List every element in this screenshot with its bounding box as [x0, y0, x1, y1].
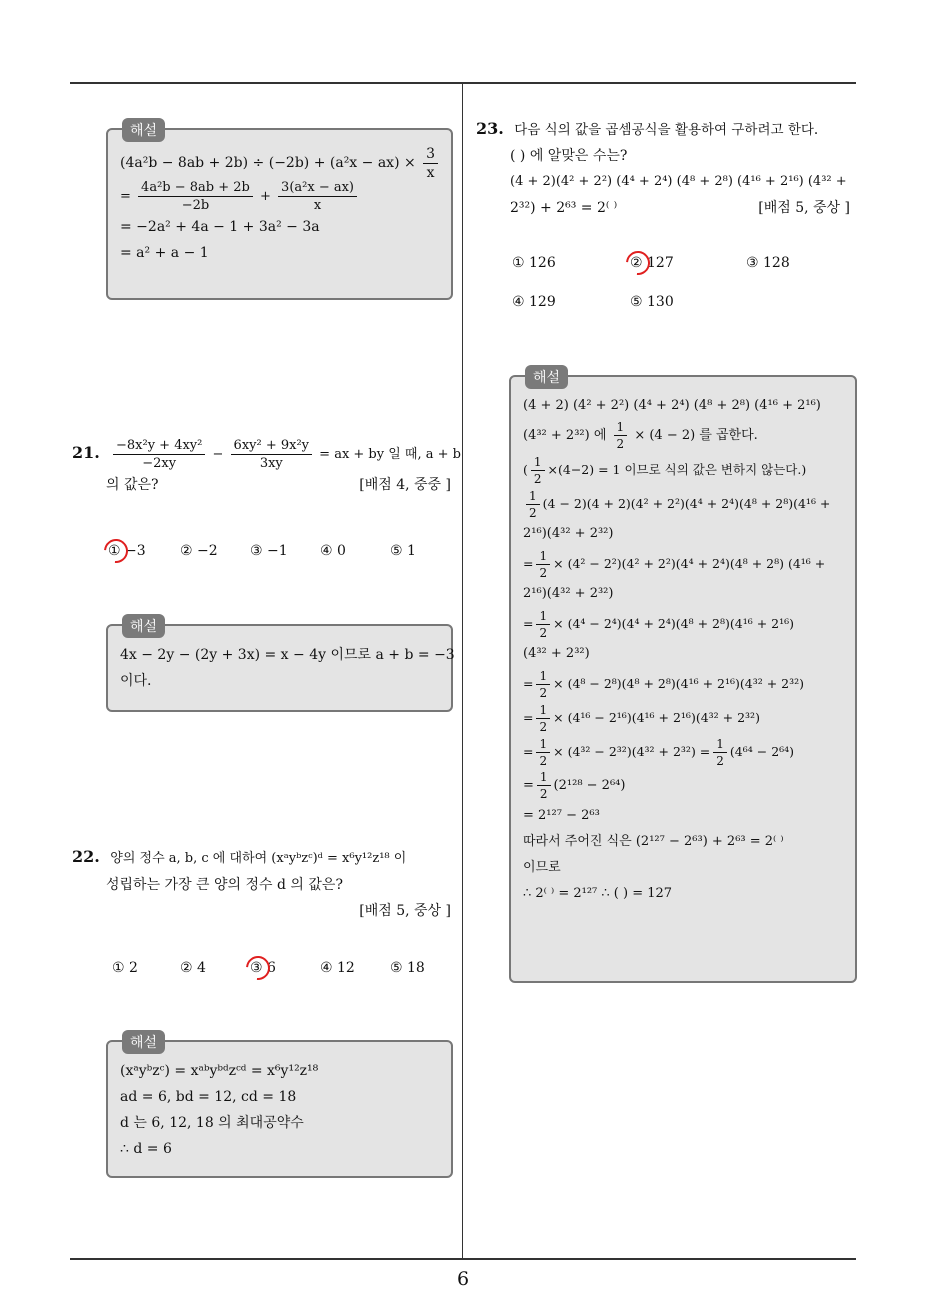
fraction: $\frac{1}{2}$ [614, 421, 628, 450]
solution-line: = 2¹²⁷ − 2⁶³ [523, 808, 600, 823]
question-line: 2³²) + 2⁶³ = 2⁽ ⁾ [배점 5, 중상 ] [476, 195, 860, 221]
answer-mark-circle [621, 246, 655, 280]
question-line: ( ) 에 알맞은 수는? [510, 148, 628, 164]
solution-line: (4³² + 2³²) 에 $\frac{1}{2}$ × (4 − 2) 를 곱한다. [523, 420, 758, 451]
points-label: [배점 4, 중중 ] [359, 477, 451, 493]
fraction: $\frac{1}{2}$ [536, 670, 550, 699]
choice-3[interactable]: ③ 128 [746, 255, 790, 271]
solution-line: (4³² + 2³²) [523, 646, 590, 661]
question-21 [72, 436, 461, 498]
question-number: 22. [72, 847, 100, 866]
question-line: 23. 다음 식의 값을 곱셈공식을 활용하여 구하려고 한다. [476, 119, 819, 138]
fraction: $\frac{\text{3(a²x − ax)}}{x}$ [278, 181, 357, 212]
solution-line: ( $\frac{1}{2}$ ×(4−2) = 1 이므로 식의 값은 변하지 않는다.) [523, 455, 807, 486]
column-divider [462, 84, 463, 1258]
choice-4[interactable]: ④ 129 [512, 294, 556, 310]
solution-line: ad = 6, bd = 12, cd = 18 [120, 1089, 297, 1105]
points-label: [배점 5, 중상 ] [359, 903, 451, 919]
solution-box-22 [106, 1035, 453, 1178]
solution-line: 2¹⁶)(4³² + 2³²) [523, 526, 614, 541]
solution-line: = $\frac{1}{2}$ × (4¹⁶ − 2¹⁶)(4¹⁶ + 2¹⁶)(4³² + 2³²) [523, 703, 760, 734]
question-number: 23. [476, 119, 504, 138]
choice-2[interactable]: ② −2 [180, 543, 218, 559]
choice-2[interactable]: ② 127 [630, 255, 674, 271]
solution-line: 이므로 [523, 860, 561, 875]
bottom-rule [70, 1258, 856, 1260]
fraction: $\frac{\text{6xy² + 9x²y}}{3xy}$ [231, 439, 312, 470]
fraction: $\frac{1}{2}$ [536, 738, 550, 767]
solution-line: 따라서 주어진 식은 (2¹²⁷ − 2⁶³) + 2⁶³ = 2⁽ ⁾ [523, 834, 784, 849]
solution-box-21 [106, 619, 455, 712]
solution-line: (4 + 2) (4² + 2²) (4⁴ + 2⁴) (4⁸ + 2⁸) (4¹⁶ + 2¹⁶) [523, 398, 821, 413]
expr: (4a²b − 8ab + 2b) ÷ (−2b) + (a²x − ax) × [120, 155, 416, 171]
solution-line: = $\frac{1}{2}$ × (4⁴ − 2⁴)(4⁴ + 2⁴)(4⁸ + 2⁸)(4¹⁶ + 2¹⁶) [523, 609, 795, 640]
solution-box-23 [509, 370, 857, 983]
choice-2[interactable]: ② 4 [180, 960, 206, 976]
question-line: 22. 양의 정수 a, b, c 에 대하여 (xᵃyᵇzᶜ)ᵈ = x⁶y¹²z¹⁸ 이 [72, 847, 407, 866]
solution-tag: 해설 [525, 365, 568, 389]
solution-line: d 는 6, 12, 18 의 최대공약수 [120, 1115, 304, 1131]
question-line: 21. $\frac{\text{−8x²y + 4xy²}}{-2xy}$ − $\frac{\text{6xy² + 9x²y}}{3xy}$ = ax + by 일 때, a + b [72, 438, 461, 471]
choice-1[interactable]: ① 2 [112, 960, 138, 976]
fraction: $\frac{1}{2}$ [531, 456, 545, 485]
fraction: $\frac{1}{2}$ [536, 704, 550, 733]
solution-line: = $\frac{1}{2}$ × (4² − 2²)(4² + 2²)(4⁴ + 2⁴)(4⁸ + 2⁸) (4¹⁶ + [523, 549, 826, 580]
choice-4[interactable]: ④ 12 [320, 960, 355, 976]
question-23 [476, 116, 860, 221]
question-line: (4 + 2)(4² + 2²) (4⁴ + 2⁴) (4⁸ + 2⁸) (4¹⁶ + 2¹⁶) (4³² + [510, 174, 847, 189]
choice-1[interactable]: ① 126 [512, 255, 556, 271]
fraction: $\frac{\text{−8x²y + 4xy²}}{-2xy}$ [113, 439, 205, 470]
solution-line: = $\frac{1}{2}$ × (4³² − 2³²)(4³² + 2³²) = $\frac{1}{2}$ (4⁶⁴ − 2⁶⁴) [523, 737, 795, 768]
solution-line: = a² + a − 1 [120, 245, 209, 261]
question-line: 의 값은? [배점 4, 중중 ] [72, 472, 457, 498]
solution-tag: 해설 [122, 118, 165, 142]
fraction: $\frac{1}{2}$ [536, 610, 550, 639]
solution-line: = $\frac{1}{2}$ (2¹²⁸ − 2⁶⁴) [523, 770, 626, 801]
solution-line: 4x − 2y − (2y + 3x) = x − 4y 이므로 a + b = −3 [120, 647, 455, 663]
choice-5[interactable]: ⑤ 18 [390, 960, 425, 976]
solution-line: ∴ d = 6 [120, 1141, 172, 1157]
choice-1[interactable]: ① −3 [108, 543, 146, 559]
fraction: $\frac{1}{2}$ [713, 738, 727, 767]
choice-3[interactable]: ③ −1 [250, 543, 288, 559]
choice-4[interactable]: ④ 0 [320, 543, 346, 559]
fraction: $\frac{1}{2}$ [526, 490, 540, 519]
choice-5[interactable]: ⑤ 130 [630, 294, 674, 310]
solution-line: 이다. [120, 673, 152, 689]
solution-box-20 [106, 123, 453, 300]
fraction: $\frac{1}{2}$ [537, 771, 551, 800]
question-line: 성립하는 가장 큰 양의 정수 d 의 값은? [106, 877, 343, 893]
solution-line: ∴ 2⁽ ⁾ = 2¹²⁷ ∴ ( ) = 127 [523, 886, 673, 901]
question-22 [72, 844, 457, 924]
answer-mark-circle [241, 951, 275, 985]
solution-tag: 해설 [122, 1030, 165, 1054]
solution-tag: 해설 [122, 614, 165, 638]
question-number: 21. [72, 443, 100, 462]
fraction: $\frac{1}{2}$ [536, 550, 550, 579]
solution-line: = $\frac{1}{2}$ × (4⁸ − 2⁸)(4⁸ + 2⁸)(4¹⁶ + 2¹⁶)(4³² + 2³²) [523, 669, 805, 700]
solution-line: 2¹⁶)(4³² + 2³²) [523, 586, 614, 601]
fraction: $\frac{3}{x}$ [423, 147, 438, 180]
solution-line: = −2a² + 4a − 1 + 3a² − 3a [120, 219, 320, 235]
solution-line: $\frac{1}{2}$ (4 − 2)(4 + 2)(4² + 2²)(4⁴ + 2⁴)(4⁸ + 2⁸)(4¹⁶ + [523, 487, 849, 521]
solution-line: (xᵃyᵇzᶜ) = xᵃᵇyᵇᵈzᶜᵈ = x⁶y¹²z¹⁸ [120, 1063, 319, 1079]
points-label: [배점 5, 중상 ] [758, 200, 850, 216]
page-number: 6 [456, 1268, 470, 1290]
solution-line: = $\frac{\text{4a²b − 8ab + 2b}}{-2b}$ + $\frac{\text{3(a²x − ax)}}{x}$ [120, 180, 439, 214]
answer-mark-circle [99, 534, 133, 568]
choice-5[interactable]: ⑤ 1 [390, 543, 416, 559]
solution-line [120, 146, 439, 180]
choice-3[interactable]: ③ 6 [250, 960, 276, 976]
fraction: $\frac{\text{4a²b − 8ab + 2b}}{-2b}$ [138, 181, 253, 212]
top-rule [70, 82, 856, 84]
